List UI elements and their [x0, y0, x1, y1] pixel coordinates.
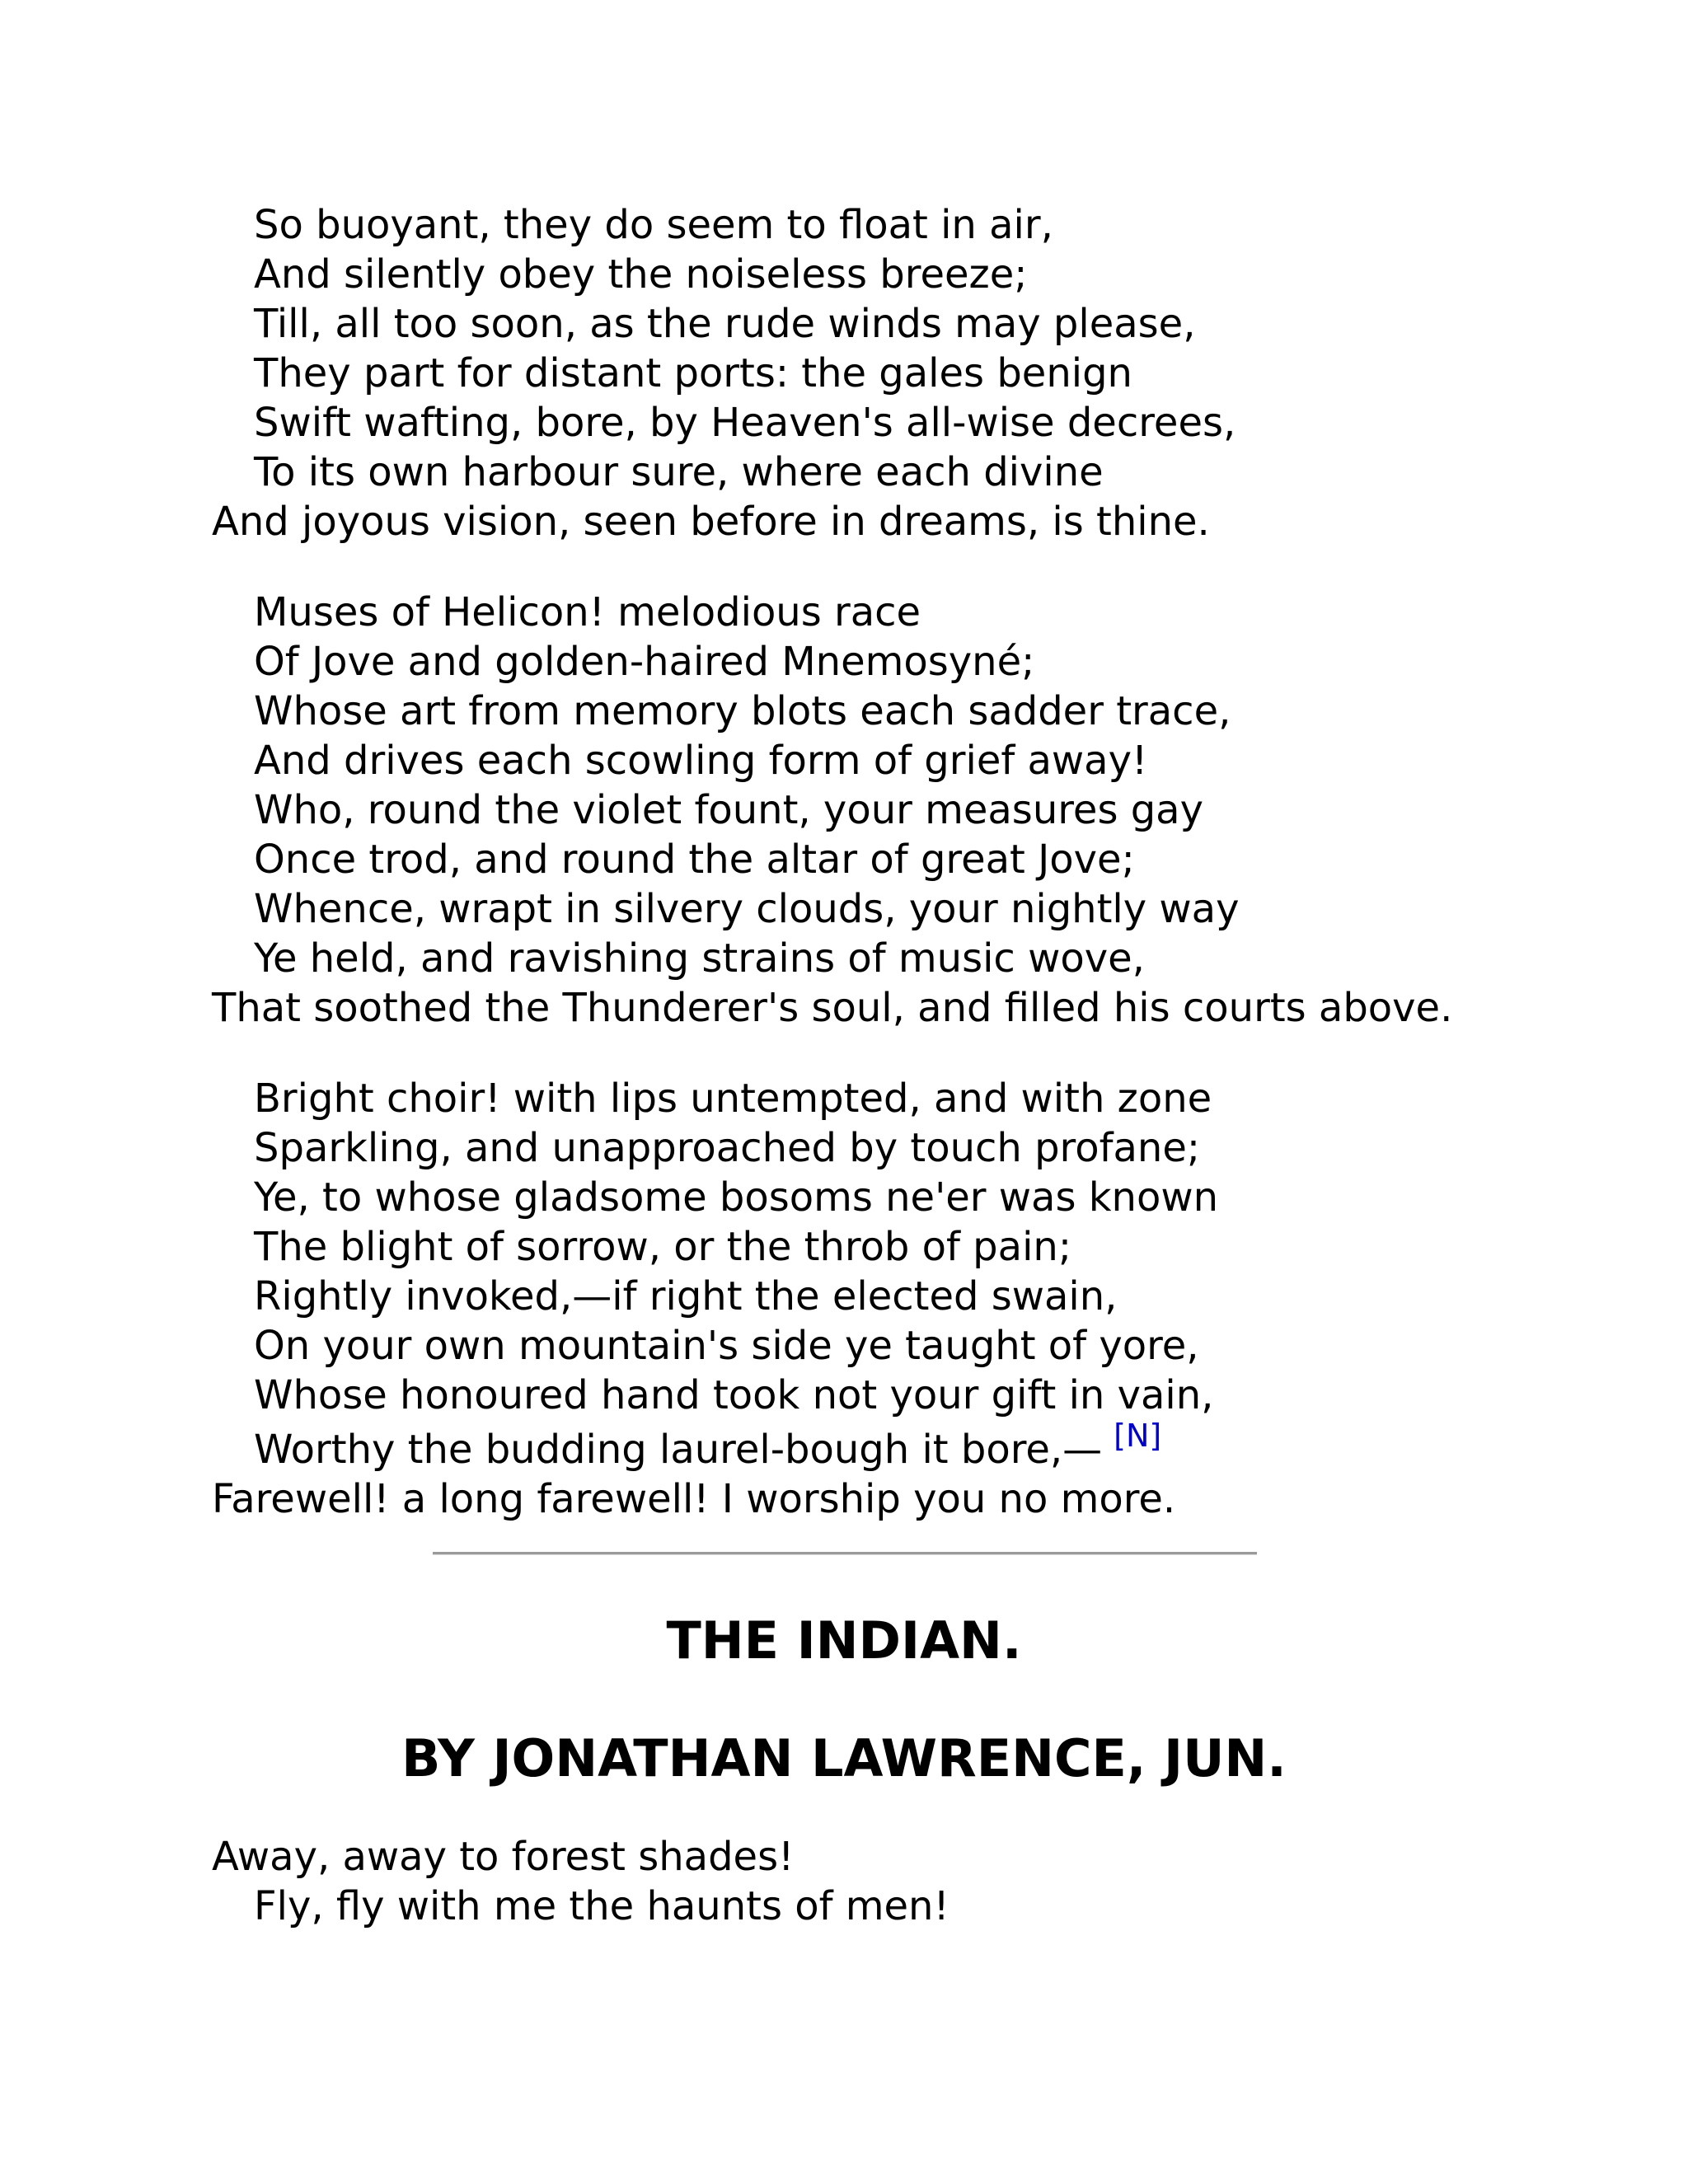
poem-line: The blight of sorrow, or the throb of pain;: [254, 1224, 1071, 1270]
poem-stanza-4: [212, 1832, 950, 1931]
poem-line-text: Worthy the budding laurel-bough it bore,—: [254, 1427, 1103, 1473]
poem-line: Away, away to forest shades!: [212, 1834, 795, 1880]
poem-line: Whose honoured hand took not your gift in vain,: [254, 1372, 1214, 1418]
poem-line: Who, round the violet fount, your measures gay: [254, 787, 1203, 833]
poem-stanza-1: [212, 200, 1236, 546]
poem-line: Of Jove and golden-haired Mnemosyné;: [254, 639, 1035, 685]
poem-stanza-2: [212, 588, 1452, 1033]
section-divider: [433, 1552, 1257, 1555]
poem-line: And drives each scowling form of grief away!: [254, 738, 1148, 784]
poem-line: Till, all too soon, as the rude winds may please,: [254, 301, 1196, 347]
poem-line: That soothed the Thunderer's soul, and filled his courts above.: [212, 985, 1453, 1031]
poem-line: Whose art from memory blots each sadder trace,: [254, 688, 1231, 734]
footnote-link[interactable]: [N]: [1114, 1418, 1162, 1454]
poem-line: Ye, to whose gladsome bosoms ne'er was known: [254, 1174, 1218, 1221]
poem-author: BY JONATHAN LAWRENCE, JUN.: [401, 1728, 1287, 1788]
poem-line: Whence, wrapt in silvery clouds, your nightly way: [254, 886, 1240, 932]
poem-stanza-3: [212, 1074, 1218, 1524]
poem-line-with-note: [212, 1420, 1218, 1474]
poem-line: Ye held, and ravishing strains of music wove,: [254, 935, 1145, 982]
poem-line: Rightly invoked,—if right the elected swain,: [254, 1273, 1118, 1319]
poem-line: Fly, fly with me the haunts of men!: [254, 1883, 950, 1929]
poem-line: Muses of Helicon! melodious race: [254, 589, 921, 635]
poem-line: Once trod, and round the altar of great Jove;: [254, 837, 1135, 883]
poem-line: On your own mountain's side ye taught of yore,: [254, 1323, 1199, 1369]
poem-title: THE INDIAN.: [666, 1610, 1022, 1671]
poem-line: And silently obey the noiseless breeze;: [254, 251, 1028, 298]
poem-line: Swift wafting, bore, by Heaven's all-wise decrees,: [254, 400, 1236, 446]
poem-line: And joyous vision, seen before in dreams, is thine.: [212, 499, 1210, 545]
poem-line: Farewell! a long farewell! I worship you no more.: [212, 1476, 1176, 1522]
poem-line: Bright choir! with lips untempted, and with zone: [254, 1076, 1212, 1122]
poem-line: So buoyant, they do seem to float in air,: [254, 202, 1053, 248]
poem-line: Sparkling, and unapproached by touch profane;: [254, 1125, 1201, 1171]
poem-line: They part for distant ports: the gales benign: [254, 350, 1132, 396]
poem-line: To its own harbour sure, where each divine: [254, 449, 1104, 495]
